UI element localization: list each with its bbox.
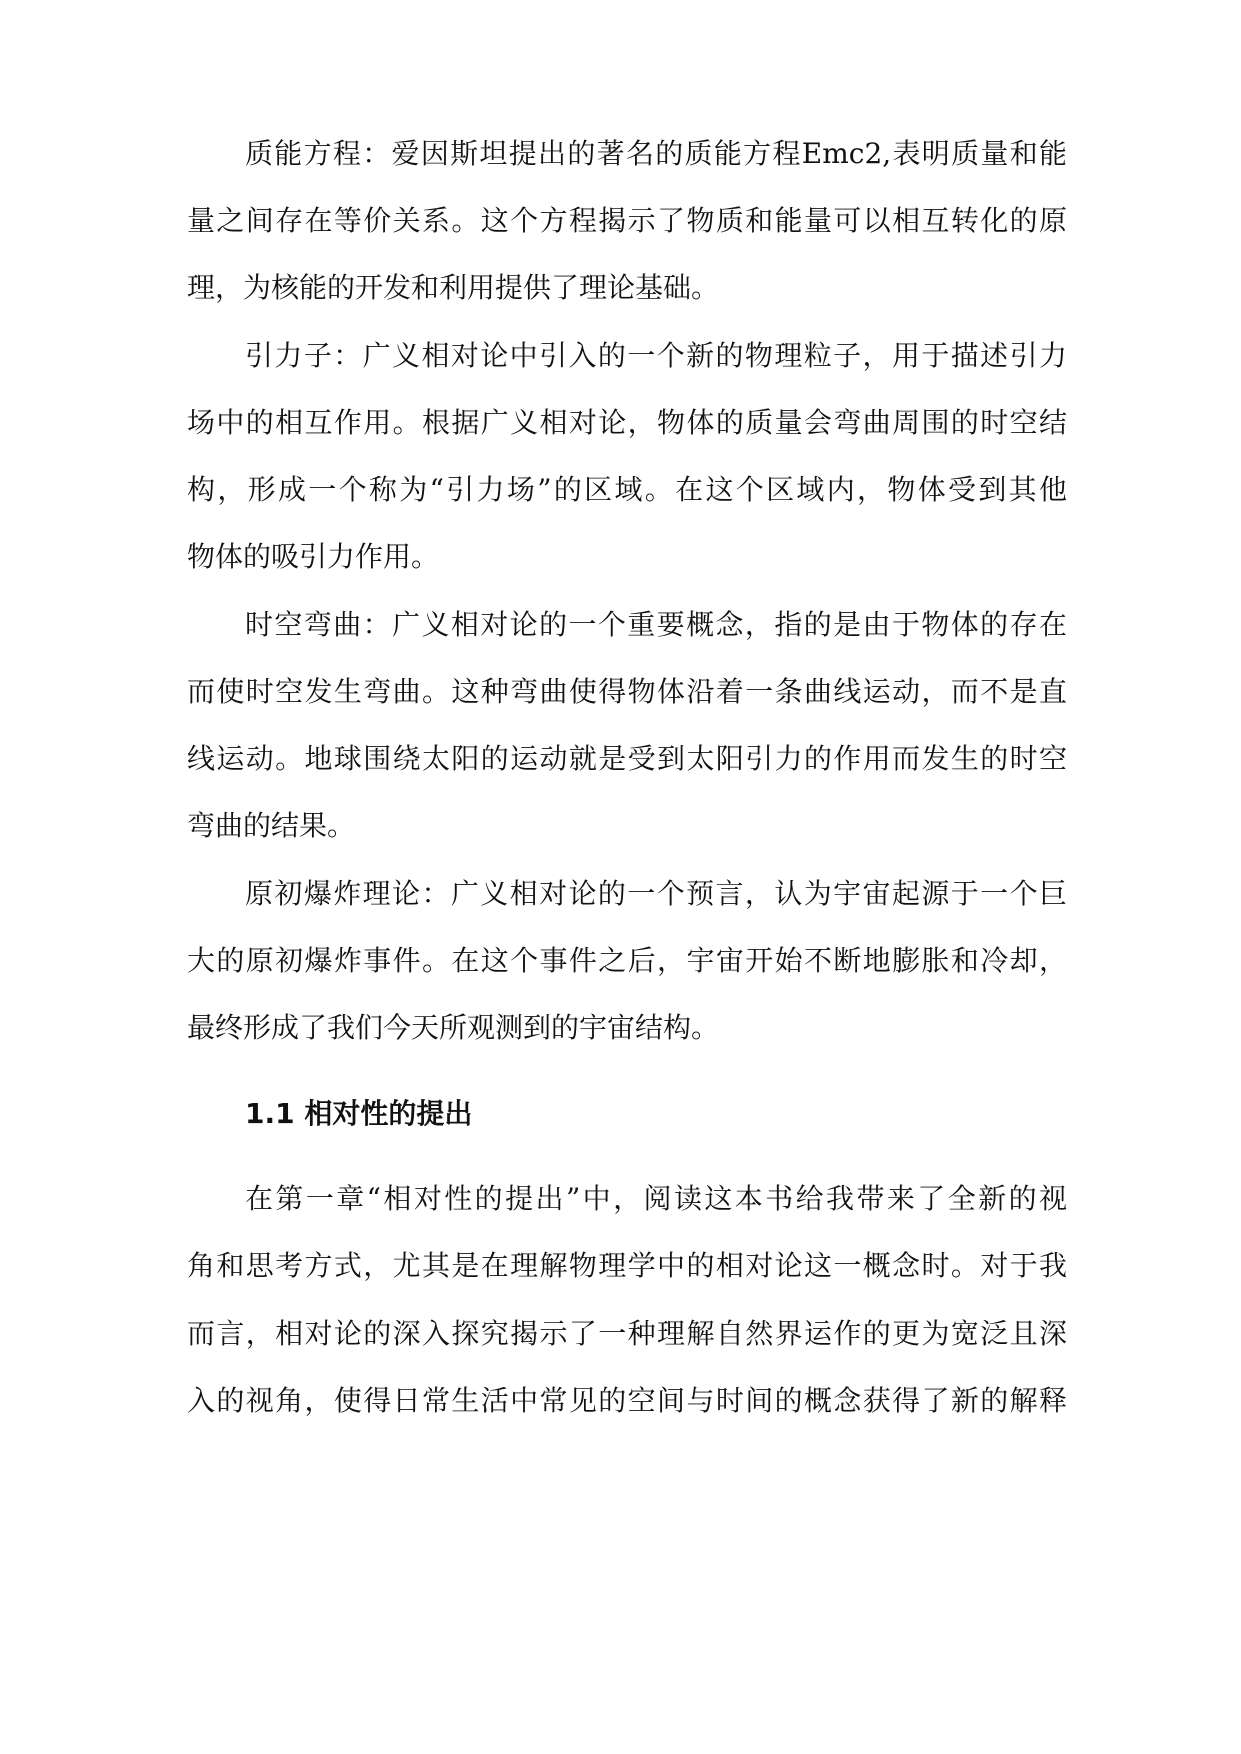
paragraph-2-line-4: 物体的吸引力作用。: [187, 540, 440, 573]
section-paragraph-line-3: 而言，相对论的深入探究揭示了一种理解自然界运作的更为宽泛且深: [187, 1317, 1067, 1350]
paragraph-1-line-3: 理，为核能的开发和利用提供了理论基础。: [187, 271, 720, 304]
section-paragraph-line-2: 角和思考方式，尤其是在理解物理学中的相对论这一概念时。对于我: [187, 1249, 1067, 1282]
paragraph-3-line-3: 线运动。地球围绕太阳的运动就是受到太阳引力的作用而发生的时空: [187, 742, 1067, 775]
paragraph-1-line-1: 质能方程：爱因斯坦提出的著名的质能方程Emc2,表明质量和能: [245, 137, 1067, 170]
paragraph-4-line-2: 大的原初爆炸事件。在这个事件之后，宇宙开始不断地膨胀和冷却，: [187, 944, 1067, 977]
paragraph-4-line-1: 原初爆炸理论：广义相对论的一个预言，认为宇宙起源于一个巨: [245, 877, 1067, 910]
section-paragraph-line-1: 在第一章“相对性的提出”中，阅读这本书给我带来了全新的视: [245, 1182, 1067, 1215]
section-heading: 1.1 相对性的提出: [245, 1097, 473, 1130]
paragraph-2-line-2: 场中的相互作用。根据广义相对论，物体的质量会弯曲周围的时空结: [187, 406, 1067, 439]
section-paragraph-line-4: 入的视角，使得日常生活中常见的空间与时间的概念获得了新的解释: [187, 1384, 1067, 1417]
paragraph-3-line-1: 时空弯曲：广义相对论的一个重要概念，指的是由于物体的存在: [245, 608, 1067, 641]
paragraph-4-line-3: 最终形成了我们今天所观测到的宇宙结构。: [187, 1011, 720, 1044]
paragraph-3-line-4: 弯曲的结果。: [187, 809, 356, 842]
paragraph-2-line-1: 引力子：广义相对论中引入的一个新的物理粒子，用于描述引力: [245, 339, 1067, 372]
paragraph-3-line-2: 而使时空发生弯曲。这种弯曲使得物体沿着一条曲线运动，而不是直: [187, 675, 1067, 708]
paragraph-1-line-2: 量之间存在等价关系。这个方程揭示了物质和能量可以相互转化的原: [187, 204, 1067, 237]
paragraph-2-line-3: 构，形成一个称为“引力场”的区域。在这个区域内，物体受到其他: [187, 473, 1067, 506]
